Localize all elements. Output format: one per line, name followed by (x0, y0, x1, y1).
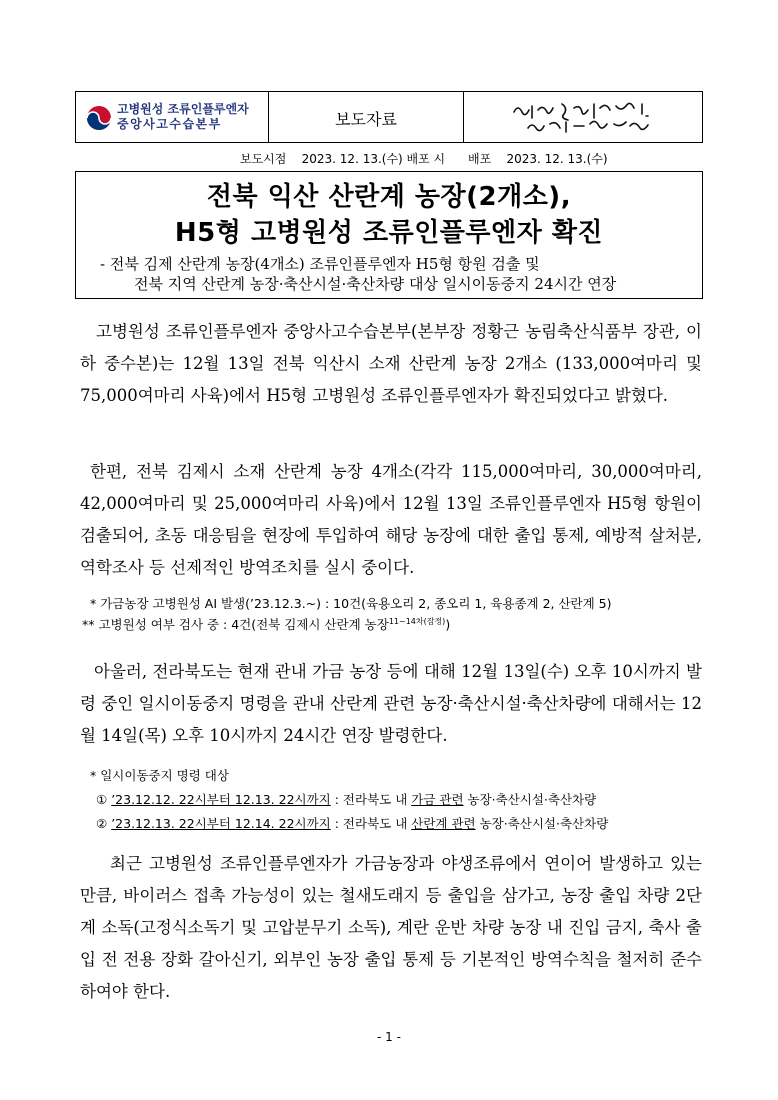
item2-target: 산란계 관련 (411, 816, 476, 831)
release-dateline: 보도시점 2023. 12. 13.(수) 배포 시 배포 2023. 12. 13.(수) (240, 152, 608, 166)
header-box (75, 91, 703, 143)
item1-period: ’23.12.12. 22시부터 12.13. 22시까지 (111, 792, 331, 807)
item2-period: ’23.12.13. 22시부터 12.14. 22시까지 (111, 816, 331, 831)
note-testing-text: ** 고병원성 여부 검사 중 : 4건(전북 김제시 산란계 농장 (82, 617, 389, 632)
agency-line1: 고병원성 조류인플루엔자 (117, 102, 249, 116)
agency-name (117, 102, 249, 132)
subheadline-line1: - 전북 김제 산란계 농장(4개소) 조류인플루엔자 H5형 항원 검출 및 (100, 255, 540, 273)
title-box (75, 171, 703, 299)
item1-target: 가금 관련 (411, 792, 464, 807)
item2-mid: : 전라북도 내 (330, 816, 412, 831)
paragraph-standstill-extension: 아울러, 전라북도는 현재 관내 가금 농장 등에 대해 12월 13일(수) 오후 10시까지 발령 중인 일시이동중지 명령을 관내 산란계 관련 농장·축산시설·축산차량에 대해서는 12월 14일(목) 오후 10시까지 24시간 연장 발령한다. (80, 662, 702, 745)
page-number: - 1 - (377, 1030, 401, 1044)
headline-line1: 전북 익산 산란계 농장(2개소), (206, 182, 572, 212)
doc-type-cell (269, 92, 464, 142)
note-testing-end: ) (445, 617, 451, 632)
paragraph-confirmation: 고병원성 조류인플루엔자 중앙사고수습본부(본부장 정황근 농림축산식품부 장관, 이하 중수본)는 12월 13일 전북 익산시 소재 산란계 농장 2개소 (133,000여마리 및 75,000여마리 사육)에서 H5형 고병원성 조류인플루엔자가 확진되었다고 밝혔다. (80, 322, 702, 405)
paragraph-gimje-detection: 한편, 전북 김제시 소재 산란계 농장 4개소(각각 115,000여마리, 30,000여마리, 42,000여마리 및 25,000여마리 사육)에서 12월 13일 조류인플루엔자 H5형 항원이 검출되어, 초동 대응팀을 현장에 투입하여 해당 농장에 대한 출입 통제, 예방적 살처분, 역학조사 등 선제적인 방역조치를 실시 중이다. (80, 462, 702, 577)
item1-number: ① (96, 792, 108, 807)
item1-end: 농장·축산시설·축산차량 (463, 792, 597, 807)
item1-mid: : 전라북도 내 (330, 792, 412, 807)
doc-type: 보도자료 (335, 110, 397, 129)
note-standstill-heading: * 일시이동중지 명령 대상 (90, 768, 229, 783)
note-testing-sup: 11~14차(잠정) (388, 616, 446, 626)
slogan-cell (464, 92, 702, 142)
handwritten-slogan-image (504, 98, 674, 138)
headline-line2: H5형 고병원성 조류인플루엔자 확진 (174, 218, 604, 248)
government-emblem-icon (86, 105, 112, 131)
paragraph-biosecurity: 최근 고병원성 조류인플루엔자가 가금농장과 야생조류에서 연이어 발생하고 있는 만큼, 바이러스 접촉 가능성이 있는 철새도래지 등 출입을 삼가고, 농장 출입 차량 2단계 소독(고정식소독기 및 고압분무기 소독), 계란 운반 차량 농장 내 진입 금지, 축사 출입 전 전용 장화 갈아신기, 외부인 농장 출입 통제 등 기본적인 방역수칙을 철저히 준수하여야 한다. (80, 854, 702, 1001)
agency-line2: 중앙사고수습본부 (117, 117, 222, 131)
note-testing (82, 615, 450, 633)
note-standstill-item-1 (96, 790, 596, 808)
agency-cell (76, 92, 269, 142)
item2-end: 농장·축산시설·축산차량 (475, 816, 609, 831)
subheadline-line2: 전북 지역 산란계 농장·축산시설·축산차량 대상 일시이동중지 24시간 연장 (134, 275, 617, 293)
note-outbreak-count: * 가금농장 고병원성 AI 발생(’23.12.3.~) : 10건(육용오리 2, 종오리 1, 육용종계 2, 산란계 5) (90, 596, 612, 611)
note-standstill-item-2 (96, 814, 608, 832)
item2-number: ② (96, 816, 108, 831)
